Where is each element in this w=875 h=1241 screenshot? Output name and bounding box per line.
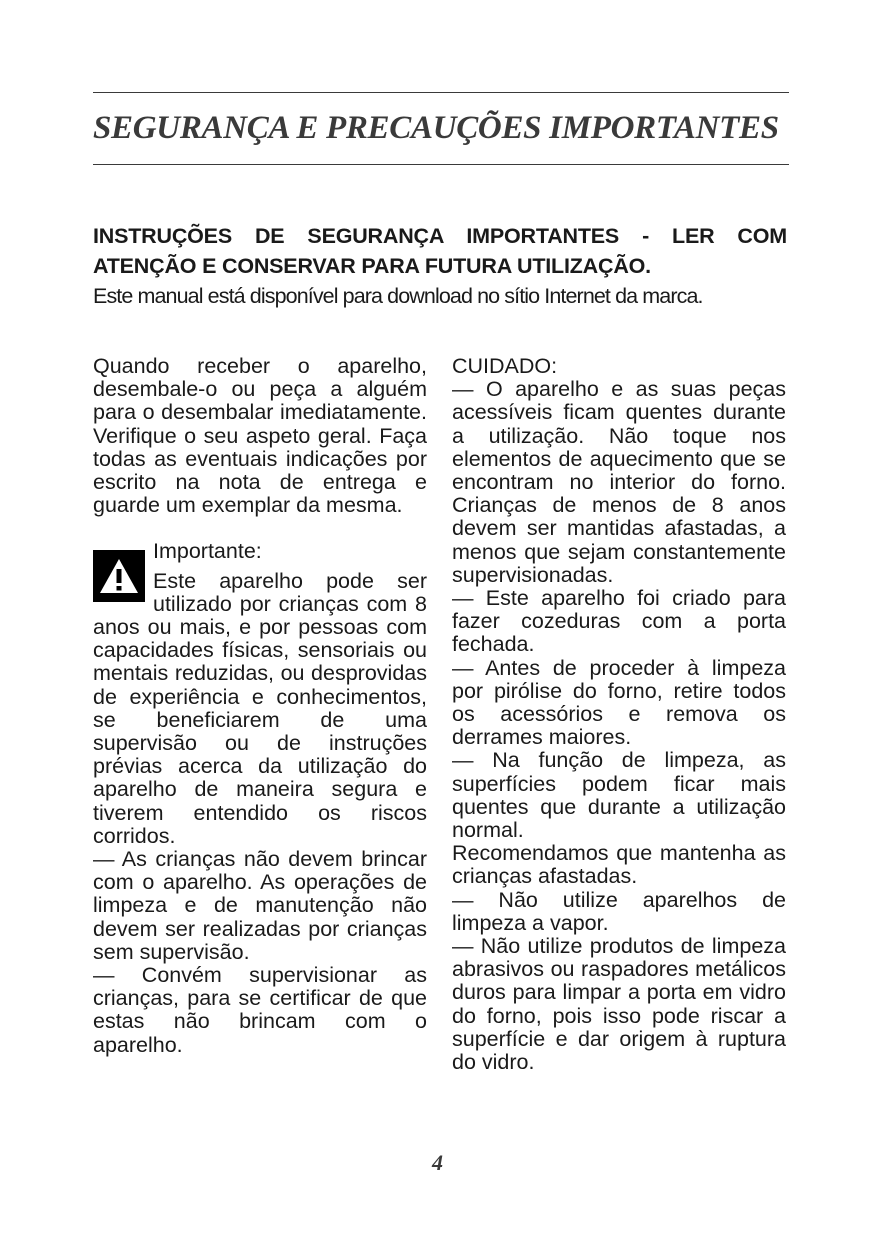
- page-title: SEGURANÇA E PRECAUÇÕES IMPORTANTES: [93, 110, 779, 146]
- caution-label: CUIDADO:: [452, 354, 558, 378]
- page-number: 4: [432, 1150, 443, 1175]
- hot-parts-warning: — O aparelho e as suas peças acessíveis ficam quentes durante a utilização. Não toque nos elementos de aquecimento que se encontram no interior do forno. Crianças de menos de 8 anos devem ser mantidas afastadas, a menos que sejam constantemente supervisionadas.: [452, 377, 786, 587]
- warning-icon: [93, 550, 145, 602]
- cleaning-heat-warning: — Na função de limpeza, as superfícies podem ficar mais quentes que durante a utilização normal.: [452, 748, 786, 843]
- keep-children-away: Recomendamos que mantenha as crianças afastadas.: [452, 841, 786, 889]
- right-column: [452, 355, 786, 1074]
- header-top-rule: [93, 92, 789, 93]
- children-play-warning: — As crianças não devem brincar com o aparelho. As operações de limpeza e de manutenção não devem ser realizadas por crianças sem supervisão.: [93, 847, 427, 964]
- important-text: Este aparelho pode ser utilizado por crianças com 8 anos ou mais, e por pessoas com capacidades físicas, sensoriais ou mentais reduzidas, ou desprovidas de experiência e conhecimentos, se beneficiarem de uma supervisão ou de instruções prévias acerca da utilização do aparelho de maneira segura e tiverem entendido os riscos corridos.: [93, 568, 427, 848]
- download-note: Este manual está disponível para download no sítio Internet da marca.: [93, 284, 703, 308]
- important-label: Importante:: [153, 539, 262, 564]
- receive-paragraph: Quando receber o aparelho, desembale-o ou peça a alguém para o desembalar imediatamente. Verifique o seu aspeto geral. Faça todas as eventuais indicações por escrito na nota de entrega e guarde um exemplar da mesma.: [93, 354, 427, 518]
- no-abrasives-warning: — Não utilize produtos de limpeza abrasivos ou raspadores metálicos duros para limpar a porta em vidro do forno, pois isso pode riscar a superfície e dar origem à ruptura do vidro.: [452, 934, 786, 1075]
- intro-block: [93, 221, 787, 311]
- children-supervision-note: — Convém supervisionar as crianças, para se certificar de que estas não brincam com o aparelho.: [93, 963, 427, 1057]
- spacer: [93, 517, 427, 540]
- door-closed-note: — Este aparelho foi criado para fazer cozeduras com a porta fechada.: [452, 586, 786, 657]
- left-column: [93, 355, 427, 1057]
- no-steam-cleaner-warning: — Não utilize aparelhos de limpeza a vapor.: [452, 887, 786, 935]
- safety-instructions-heading: INSTRUÇÕES DE SEGURANÇA IMPORTANTES - LER COM ATENÇÃO E CONSERVAR PARA FUTURA UTILIZAÇÃO.: [93, 224, 787, 278]
- warning-triangle-icon: [98, 557, 140, 595]
- header-bottom-rule: [93, 164, 789, 165]
- pyrolysis-cleaning-note: — Antes de proceder à limpeza por pirólise do forno, retire todos os acessórios e remova os derrames maiores.: [452, 655, 786, 750]
